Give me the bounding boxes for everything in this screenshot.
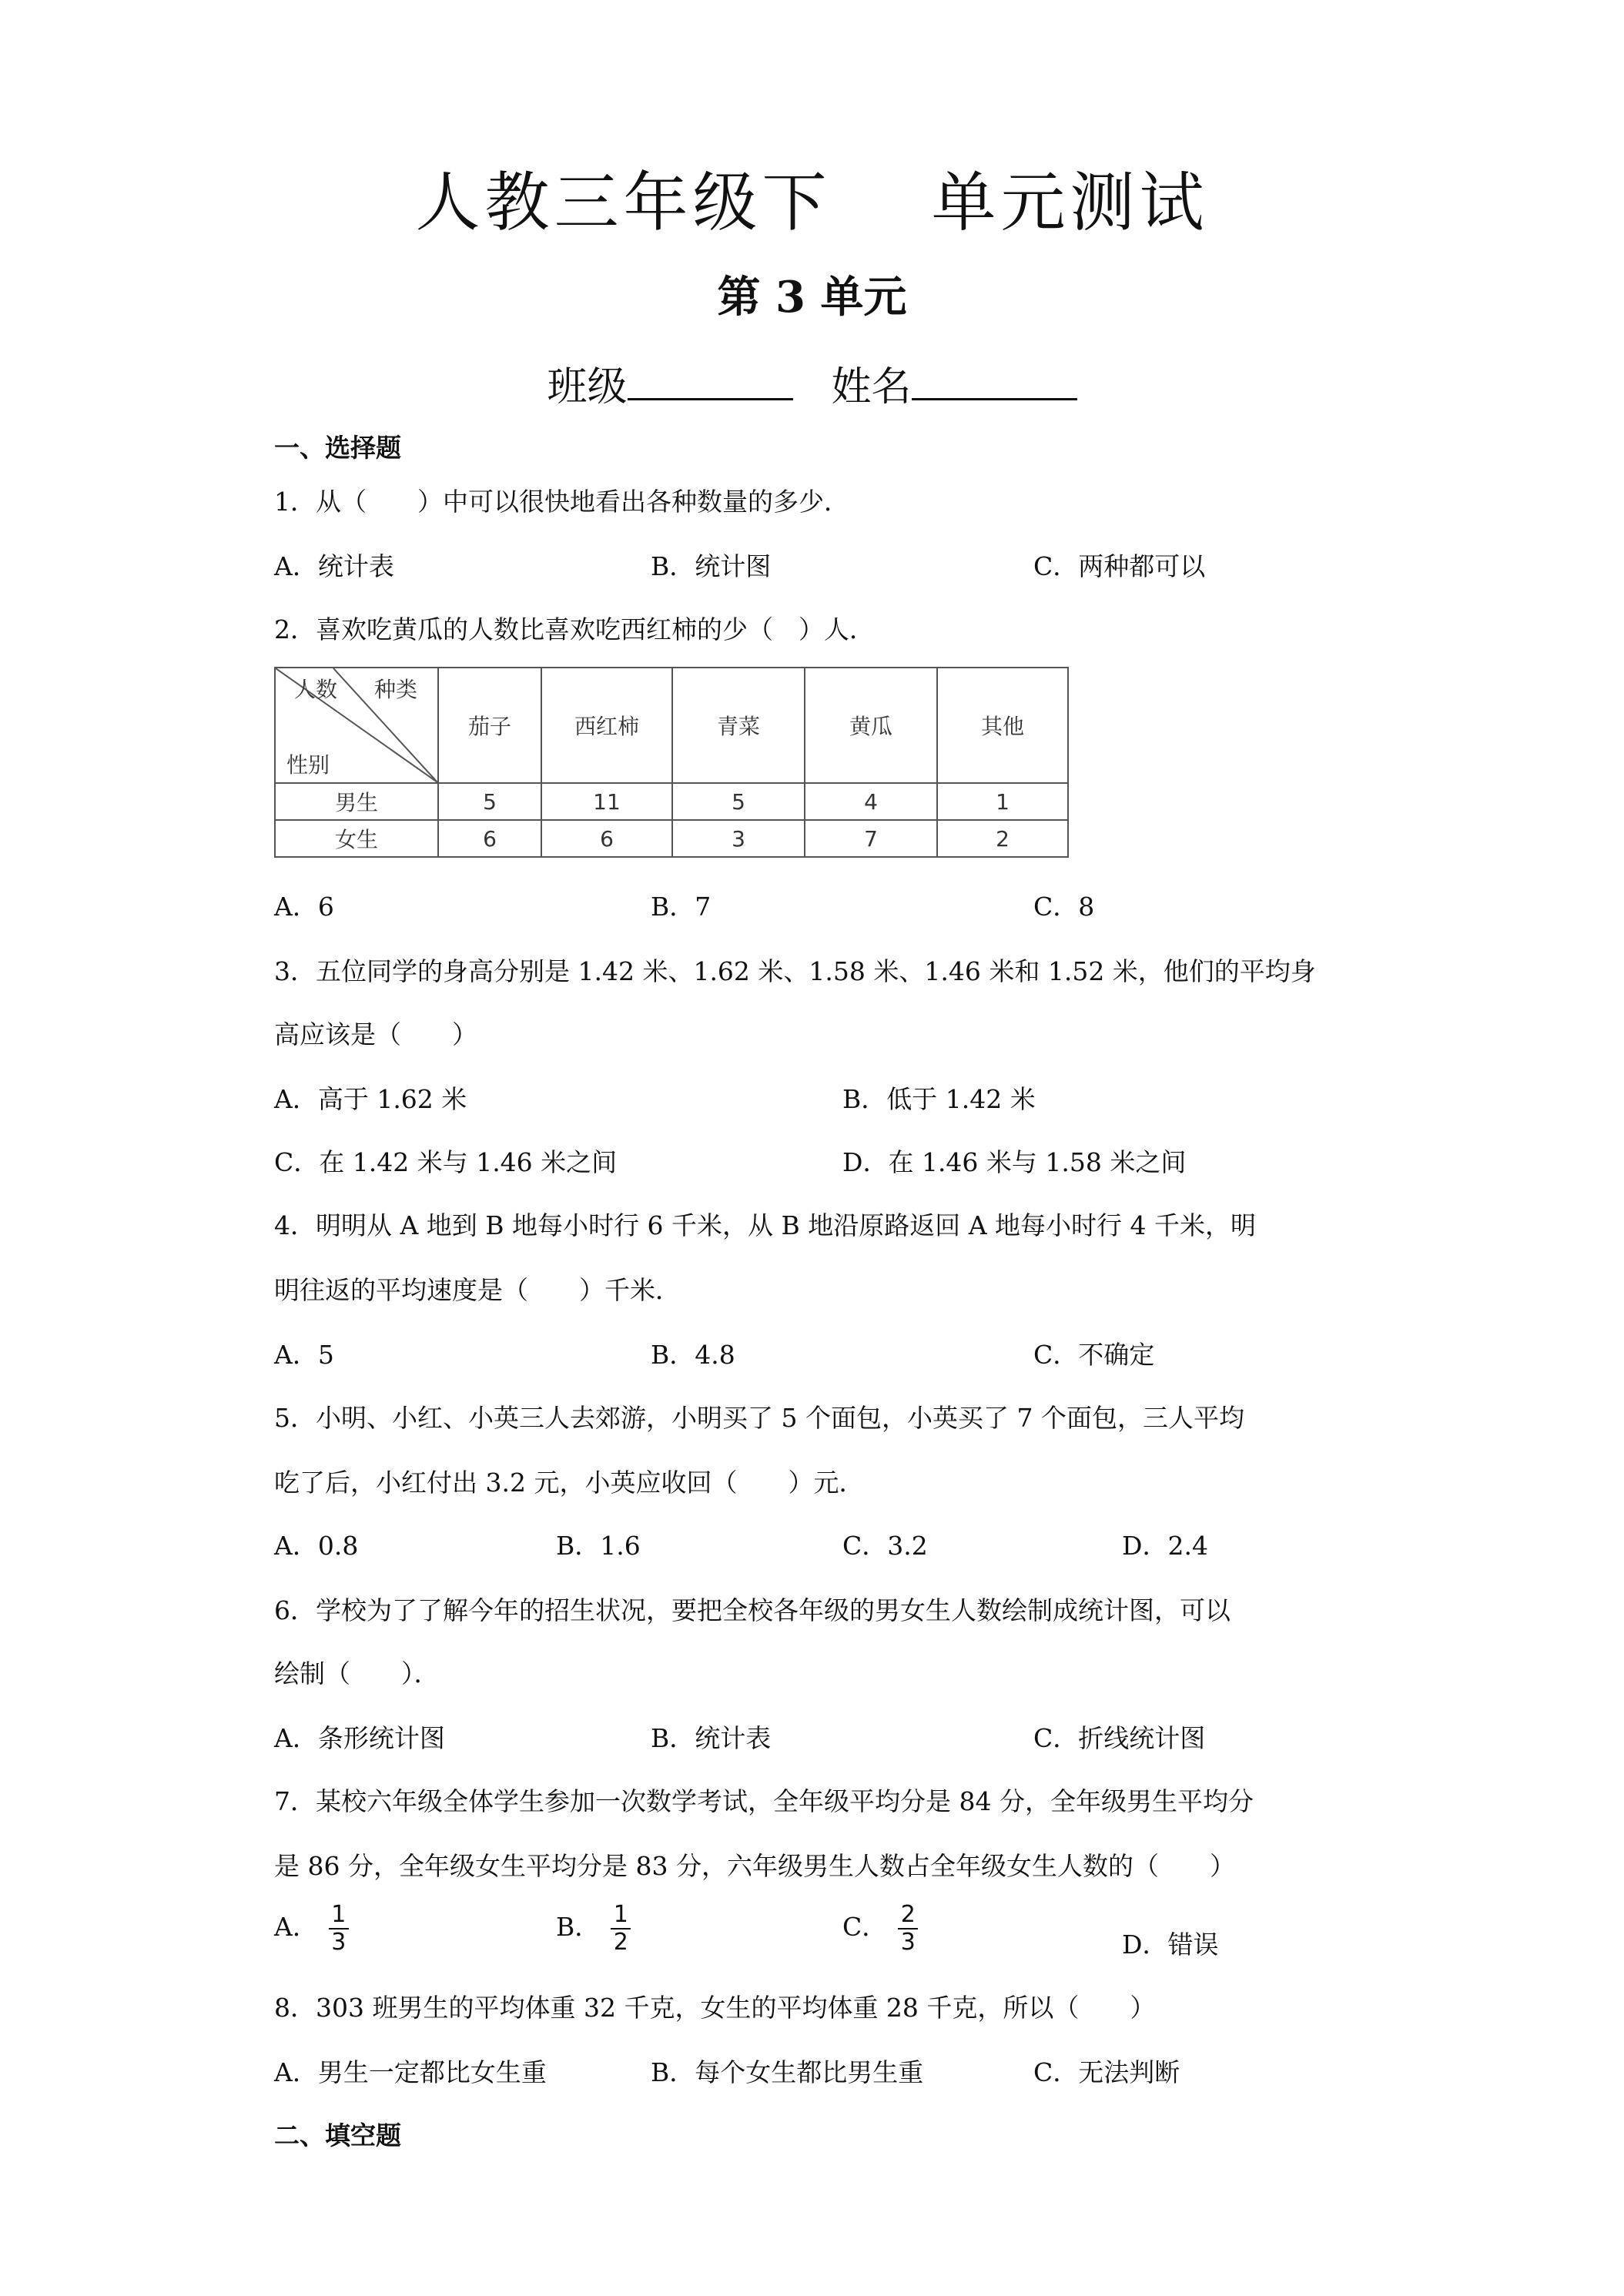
fraction: [329, 1902, 349, 1956]
q8-option-b: B．每个女生都比男生重: [651, 2057, 924, 2087]
q3-option-d: D．在 1.46 米与 1.58 米之间: [842, 1147, 1187, 1177]
table-cell: 6: [438, 820, 541, 857]
column-header: 黄瓜: [805, 668, 937, 783]
q3-option-a: A．高于 1.62 米: [274, 1084, 467, 1114]
q6-text-line1: 6．学校为了了解今年的招生状况，要把全校各年级的男女生人数绘制成统计图，可以: [274, 1595, 1231, 1625]
q7-option-c: [842, 1902, 918, 1956]
q2-option-b: B．7: [651, 892, 712, 922]
table-cell: 7: [805, 820, 937, 857]
class-blank[interactable]: [628, 361, 793, 400]
table-cell: 5: [672, 783, 805, 820]
unit-title: 第 3 单元: [717, 272, 907, 323]
q4-option-a: A．5: [274, 1340, 334, 1370]
table-cell: 6: [541, 820, 672, 857]
name-blank[interactable]: [912, 361, 1077, 400]
q2-option-c: C．8: [1033, 892, 1095, 922]
q7-text-line1: 7．某校六年级全体学生参加一次数学考试，全年级平均分是 84 分，全年级男生平均分: [274, 1786, 1254, 1816]
q7-text-line2: 是 86 分，全年级女生平均分是 83 分，六年级男生人数占全年级女生人数的（ ）: [274, 1851, 1235, 1881]
table-cell: 3: [672, 820, 805, 857]
q8-option-a: A．男生一定都比女生重: [274, 2057, 547, 2087]
section-choice: 一、选择题: [274, 433, 401, 463]
title-right: 单元测试: [931, 165, 1209, 240]
denominator: 3: [331, 1929, 347, 1956]
table-cell: 2: [937, 820, 1068, 857]
q1-option-b: B．统计图: [651, 551, 772, 581]
table-cell: 5: [438, 783, 541, 820]
q2-text: 2．喜欢吃黄瓜的人数比喜欢吃西红柿的少（ ）人．: [274, 614, 875, 644]
table-corner: [275, 668, 438, 783]
denominator: 3: [900, 1929, 916, 1956]
corner-top-right: 种类: [374, 677, 418, 702]
q7-option-b: [556, 1902, 631, 1956]
title-left: 人教三年级下: [415, 165, 832, 240]
column-header: 青菜: [672, 668, 805, 783]
q5-option-a: A．0.8: [274, 1531, 359, 1561]
table-row: [275, 820, 1068, 857]
table-row: [275, 783, 1068, 820]
stat-table: [274, 667, 1069, 858]
student-info: [0, 354, 1624, 412]
denominator: 2: [613, 1929, 628, 1956]
column-header: 茄子: [438, 668, 541, 783]
q6-text-line2: 绘制（ ）．: [274, 1658, 440, 1689]
q3-option-b: B．低于 1.42 米: [842, 1084, 1036, 1114]
column-header: 西红柿: [541, 668, 672, 783]
q7-option-c-label: C．: [842, 1912, 888, 1942]
fraction: [898, 1902, 918, 1956]
table-cell: 4: [805, 783, 937, 820]
table-cell: 11: [541, 783, 672, 820]
q4-text-line2: 明往返的平均速度是（ ）千米．: [274, 1275, 681, 1305]
q7-option-b-label: B．: [556, 1912, 601, 1942]
table-cell: 1: [937, 783, 1068, 820]
q5-option-d: D．2.4: [1122, 1531, 1208, 1561]
q6-option-a: A．条形统计图: [274, 1723, 445, 1753]
q8-text: 8．303 班男生的平均体重 32 千克，女生的平均体重 28 千克，所以（ ）: [274, 1993, 1156, 2023]
page-title: [0, 151, 1624, 244]
row-label: 女生: [275, 820, 438, 857]
q5-text-line1: 5．小明、小红、小英三人去郊游，小明买了 5 个面包，小英买了 7 个面包，三人平均: [274, 1403, 1244, 1433]
q5-option-b: B．1.6: [556, 1531, 641, 1561]
q1-text: 1．从（ ）中可以很快地看出各种数量的多少．: [274, 487, 849, 517]
fraction: [611, 1902, 631, 1956]
row-label: 男生: [275, 783, 438, 820]
q4-option-b: B．4.8: [651, 1340, 735, 1370]
corner-bottom: 性别: [286, 752, 330, 778]
q4-text-line1: 4．明明从 A 地到 B 地每小时行 6 千米，从 B 地沿原路返回 A 地每小时行 4 千米，明: [274, 1210, 1257, 1240]
q2-option-a: A．6: [274, 892, 334, 922]
section-fill: 二、填空题: [274, 2120, 401, 2150]
q1-option-a: A．统计表: [274, 551, 394, 581]
q3-option-c: C．在 1.42 米与 1.46 米之间: [274, 1147, 618, 1177]
q5-text-line2: 吃了后，小红付出 3.2 元，小英应收回（ ）元．: [274, 1468, 865, 1498]
name-label: 姓名: [831, 364, 912, 410]
q4-option-c: C．不确定: [1033, 1340, 1155, 1370]
column-header: 其他: [937, 668, 1068, 783]
q3-text-line1: 3．五位同学的身高分别是 1.42 米、1.62 米、1.58 米、1.46 米和 1.52 米，他们的平均身: [274, 956, 1316, 986]
q1-option-c: C．两种都可以: [1033, 551, 1206, 581]
q7-option-a-label: A．: [274, 1912, 318, 1942]
class-label: 班级: [547, 364, 628, 410]
numerator: 1: [613, 1901, 628, 1928]
q8-option-c: C．无法判断: [1033, 2057, 1180, 2087]
q5-option-c: C．3.2: [842, 1531, 928, 1561]
q7-option-a: [274, 1902, 349, 1956]
q6-option-b: B．统计表: [651, 1723, 772, 1753]
corner-top-left: 人数: [294, 677, 338, 702]
q3-text-line2: 高应该是（ ）: [274, 1019, 477, 1049]
numerator: 2: [900, 1901, 916, 1928]
q6-option-c: C．折线统计图: [1033, 1723, 1206, 1753]
numerator: 1: [331, 1901, 347, 1928]
q7-option-d: D．错误: [1122, 1930, 1219, 1960]
